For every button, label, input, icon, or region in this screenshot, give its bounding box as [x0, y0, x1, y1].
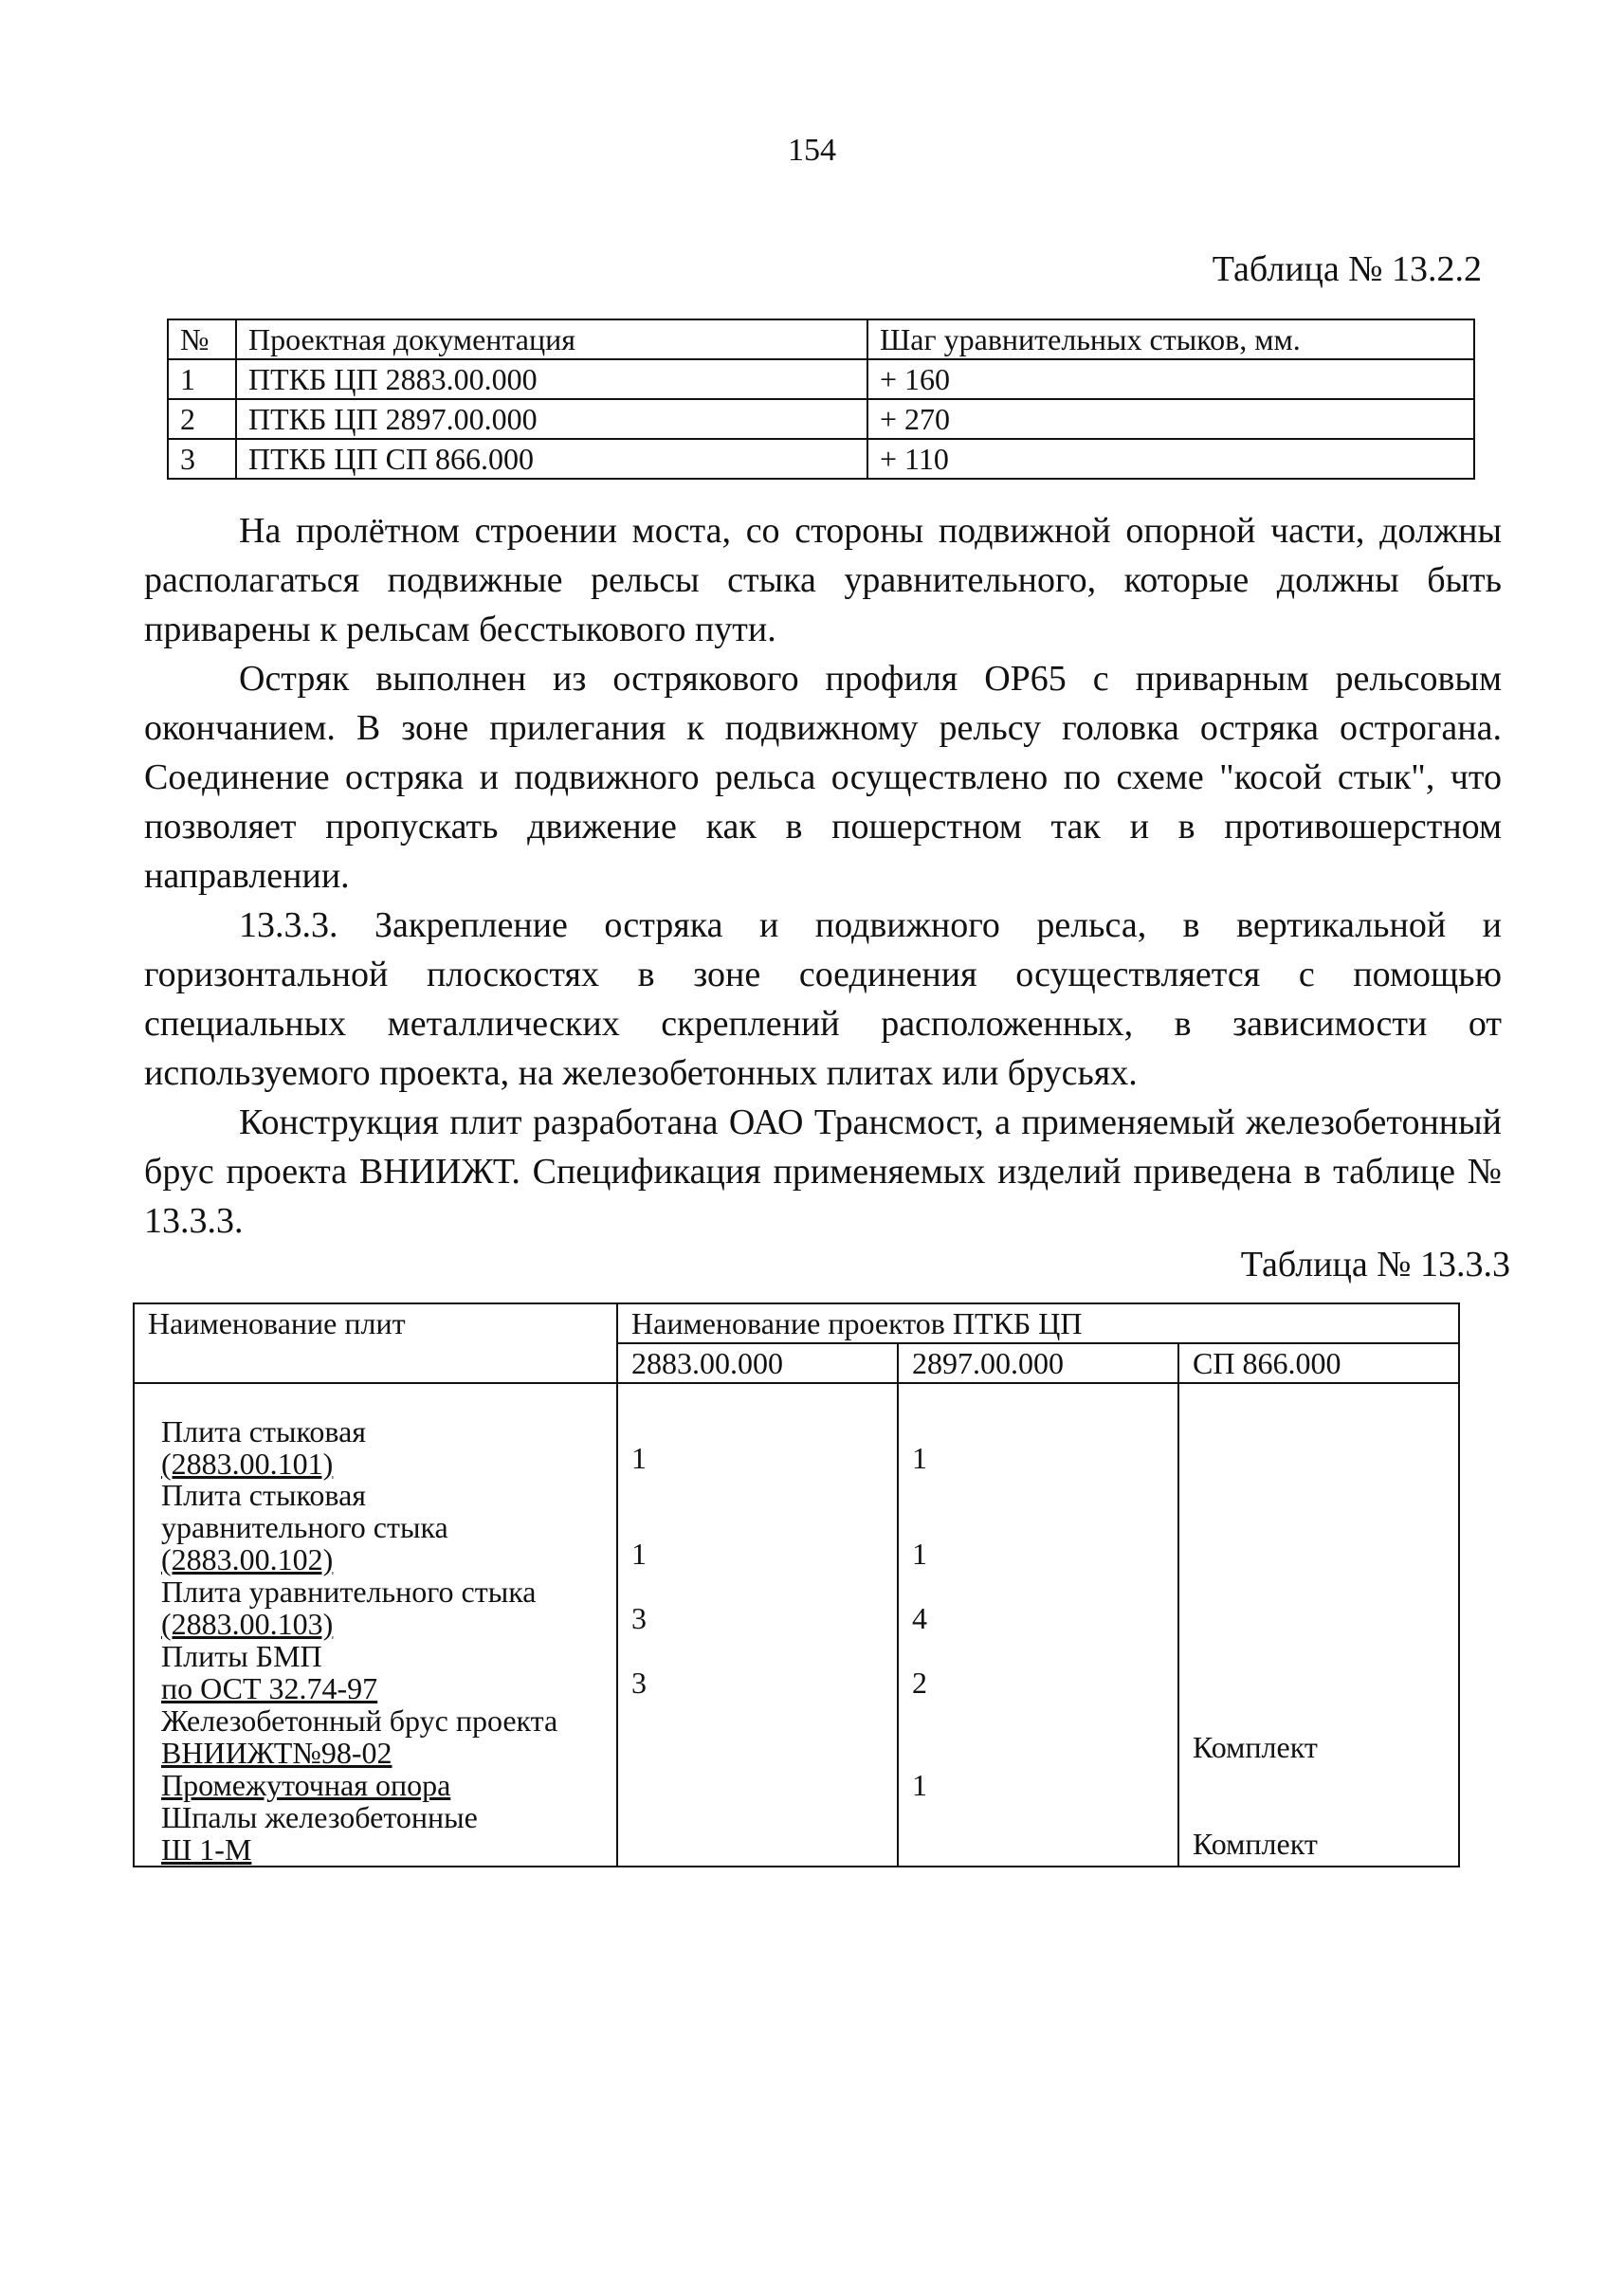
plate-name: Шпалы железобетонные [161, 1800, 478, 1834]
value-block [1179, 1801, 1458, 1866]
row-joint-step: + 270 [867, 399, 1474, 439]
row-number: 1 [168, 359, 236, 399]
value-block [899, 1704, 1177, 1769]
value-block [899, 1640, 1177, 1704]
row-number: 2 [168, 399, 236, 439]
value-block [618, 1640, 897, 1704]
quantity-value: 2 [912, 1666, 927, 1700]
plate-name: Железобетонный брус проекта [161, 1703, 558, 1738]
plates-specification-table [133, 1302, 1460, 1867]
quantity-value: 1 [912, 1537, 927, 1571]
plate-name: Плита стыковая [161, 1478, 366, 1512]
row-documentation: ПТКБ ЦП СП 866.000 [236, 439, 867, 479]
plate-names-column [134, 1383, 617, 1867]
list-item [135, 1576, 616, 1640]
value-block [1179, 1640, 1458, 1704]
value-block [618, 1576, 897, 1640]
value-block [1179, 1769, 1458, 1801]
header-number: № [168, 319, 236, 359]
plate-name: Плита стыковая [161, 1414, 366, 1448]
project-2883-column [617, 1383, 898, 1867]
value-block [899, 1769, 1177, 1801]
value-block [1179, 1576, 1458, 1640]
design-documentation-table [167, 319, 1475, 480]
plate-code: ВНИИЖТ№98-02 [161, 1736, 392, 1770]
table-header-row [168, 319, 1474, 359]
plate-code: Ш 1-М [161, 1832, 252, 1867]
paragraph: 13.3.3. Закрепление остряка и подвижного рельса, в вертикальной и горизонтальной плоскостях в зоне соединения осуществляется с помощью специальных металлических скреплений расположенных, в зависимости от используемого проекта, на железобетонных плитах или брусьях. [144, 905, 1502, 1093]
list-item [135, 1480, 616, 1576]
plate-name: Плита уравнительного стыка [161, 1575, 537, 1609]
list-item [135, 1801, 616, 1866]
header-documentation: Проектная документация [236, 319, 867, 359]
header-joint-step: Шаг уравнительных стыков, мм. [867, 319, 1474, 359]
table-row [168, 439, 1474, 479]
value-block [618, 1384, 897, 1480]
value-block [1179, 1480, 1458, 1576]
paragraph: Остряк выполнен из острякового профиля ОР65 с приварным рельсовым окончанием. В зоне прилегания к подвижному рельсу головка остряка острогана. Соединение остряка и подвижного рельса осуществлено по схеме "косой стык", что позволяет пропускать движение как в пошерстном так и в противошерстном направлении. [144, 659, 1502, 896]
table-row [168, 359, 1474, 399]
value-block [899, 1576, 1177, 1640]
list-item [135, 1384, 616, 1480]
row-joint-step: + 160 [867, 359, 1474, 399]
plate-code: (2883.00.103) [161, 1607, 334, 1641]
quantity-value: Комплект [1193, 1827, 1318, 1861]
table-caption: Таблица № 13.2.2 [1212, 249, 1482, 289]
paragraph: Конструкция плит разработана ОАО Трансмост, а применяемый железобетонный брус проекта ВНИИЖТ. Спецификация применяемых изделий приведена в таблице № 13.3.3. [144, 1102, 1502, 1241]
quantity-value: 1 [631, 1537, 647, 1571]
quantity-value: 1 [912, 1441, 927, 1475]
project-sp866-column [1178, 1383, 1459, 1867]
table-header-row [134, 1303, 1459, 1343]
list-item [135, 1769, 616, 1801]
plate-code: (2883.00.101) [161, 1447, 334, 1481]
table-body [134, 1383, 1459, 1867]
plate-code: (2883.00.102) [161, 1542, 334, 1576]
row-documentation: ПТКБ ЦП 2897.00.000 [236, 399, 867, 439]
plate-code: по ОСТ 32.74-97 [161, 1671, 378, 1705]
header-project-column: 2883.00.000 [617, 1343, 898, 1383]
quantity-value: 4 [912, 1601, 927, 1635]
quantity-value: 3 [631, 1601, 647, 1635]
list-item [135, 1704, 616, 1769]
header-project-column: 2897.00.000 [898, 1343, 1178, 1383]
quantity-value: 1 [631, 1441, 647, 1475]
plate-name: Плиты БМП [161, 1639, 322, 1673]
page-number: 154 [788, 133, 836, 168]
header-project-group: Наименование проектов ПТКБ ЦП [617, 1303, 1459, 1343]
header-project-column: СП 866.000 [1178, 1343, 1459, 1383]
value-block [618, 1480, 897, 1576]
row-number: 3 [168, 439, 236, 479]
project-2897-column [898, 1383, 1178, 1867]
row-joint-step: + 110 [867, 439, 1474, 479]
paragraph: На пролётном строении моста, со стороны подвижной опорной части, должны располагаться подвижные рельсы стыка уравнительного, которые должны быть приварены к рельсам бесстыкового пути. [144, 511, 1502, 649]
row-documentation: ПТКБ ЦП 2883.00.000 [236, 359, 867, 399]
quantity-value: 1 [912, 1768, 927, 1802]
table-row [168, 399, 1474, 439]
list-item [135, 1640, 616, 1704]
value-block [1179, 1704, 1458, 1769]
plate-name: уравнительного стыка [161, 1510, 448, 1544]
quantity-value: Комплект [1193, 1730, 1318, 1764]
table-caption: Таблица № 13.3.3 [1240, 1245, 1510, 1284]
value-block [1179, 1384, 1458, 1480]
plate-code: Промежуточная опора [161, 1768, 451, 1802]
value-block [899, 1384, 1177, 1480]
quantity-value: 3 [631, 1666, 647, 1700]
header-plate-name: Наименование плит [134, 1303, 617, 1383]
body-text [144, 506, 1502, 1246]
value-block [899, 1480, 1177, 1576]
